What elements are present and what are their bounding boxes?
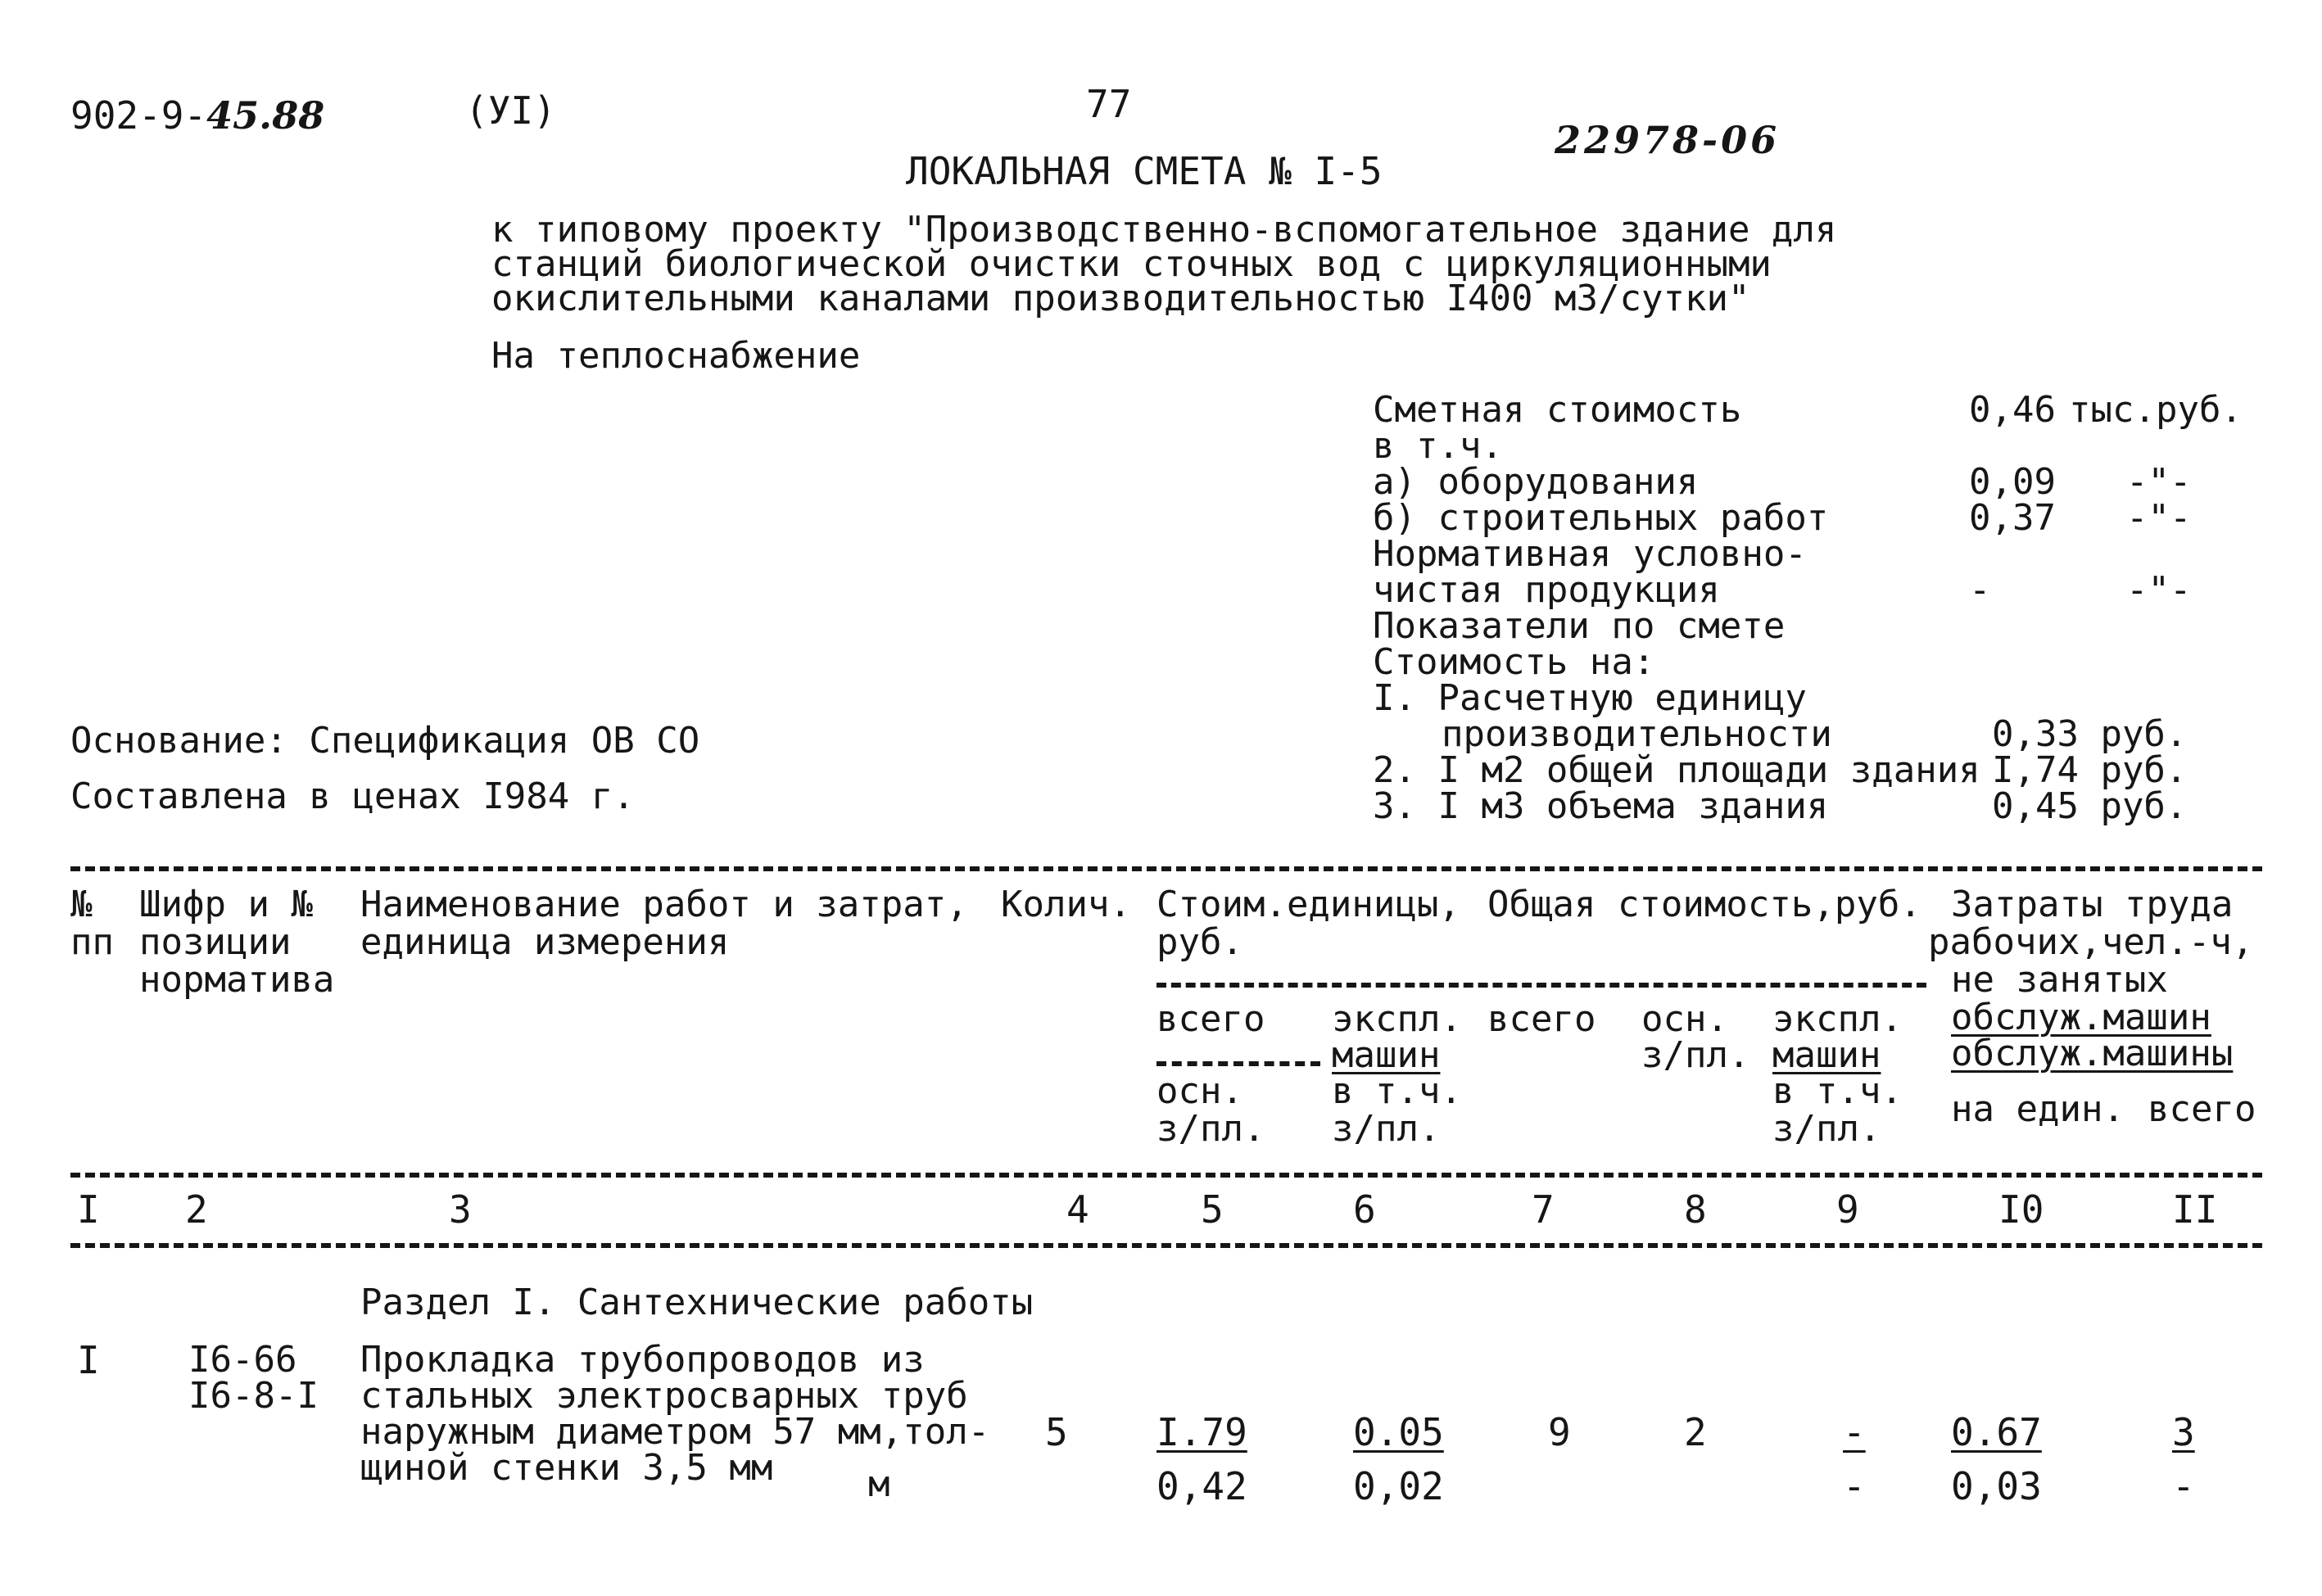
row-labor-total-machine: - <box>2172 1464 2195 1508</box>
header-col5-top: всего <box>1156 998 1265 1040</box>
row-total-cost: 9 <box>1548 1410 1571 1454</box>
row-labor-total: 3 <box>2172 1410 2195 1454</box>
row-code-1: I6-66 <box>188 1339 297 1381</box>
purpose-line: На теплоснабжение <box>491 335 861 377</box>
subtitle-line-1: к типовому проекту "Производственно-вспомогательное здание для <box>491 209 1837 251</box>
row-unit-machine-wage: 0,02 <box>1353 1464 1444 1508</box>
summary-value: 0,09 <box>1969 461 2056 503</box>
indicator-value: I,74 руб. <box>1992 749 2188 791</box>
header-col9-1: экспл. <box>1772 998 1903 1040</box>
colnum-10: I0 <box>1998 1187 2044 1232</box>
project-code-printed: 902-9- <box>70 93 207 138</box>
indicator-value: 0,33 руб. <box>1992 713 2188 755</box>
row-unit: м <box>868 1463 890 1505</box>
row-quantity: 5 <box>1045 1410 1068 1454</box>
row-labor-per-unit-machine: 0,03 <box>1951 1464 2042 1508</box>
colnum-1: I <box>77 1187 100 1232</box>
header-col5-fraction-rule <box>1156 1061 1320 1066</box>
header-col3-line1: Наименование работ и затрат, <box>360 884 968 925</box>
row-total-machine-cost: - <box>1843 1410 1866 1454</box>
page-number: 77 <box>1086 82 1132 126</box>
row-name-line-2: стальных электросварных труб <box>360 1375 968 1417</box>
header-labor-line1: Затраты труда <box>1951 884 2234 925</box>
row-labor-per-unit: 0.67 <box>1951 1410 2042 1454</box>
summary-unit: -"- <box>2126 461 2192 503</box>
header-mid-rule <box>1156 983 1926 988</box>
project-code-handwritten: 45.88 <box>206 93 325 138</box>
project-code <box>70 93 325 138</box>
header-col6-1: экспл. <box>1332 998 1462 1040</box>
colnum-4: 4 <box>1066 1187 1089 1232</box>
summary-value: - <box>1969 569 1991 611</box>
header-col1-line2: пп <box>70 921 114 963</box>
header-labor-line3: не занятых <box>1951 959 2168 1001</box>
table-top-rule <box>70 866 2262 871</box>
header-col9-2: машин <box>1772 1034 1881 1076</box>
summary-label: Сметная стоимость <box>1373 389 1742 431</box>
header-col8-2: з/пл. <box>1641 1034 1750 1076</box>
indicator-label: 2. I м2 общей площади здания <box>1373 749 1980 791</box>
header-labor-line2: рабочих,чел.-ч, <box>1928 921 2254 963</box>
header-col6-2: машин <box>1332 1034 1441 1076</box>
colnum-3: 3 <box>449 1187 472 1232</box>
row-name-line-4: щиной стенки 3,5 мм <box>360 1447 773 1489</box>
header-col9-4: з/пл. <box>1772 1108 1881 1150</box>
header-col1-line1: № <box>70 884 93 925</box>
header-labor-sub-line1: обслуж.машин <box>1951 997 2211 1038</box>
header-bottom-rule <box>70 1173 2262 1178</box>
indicator-label: производительности <box>1442 713 1832 755</box>
subtitle-line-2: станций биологической очистки сточных вод с циркуляционными <box>491 243 1772 285</box>
summary-label: б) строительных работ <box>1373 497 1829 539</box>
header-col2-line1: Шифр и № <box>139 884 313 925</box>
header-col8-1: осн. <box>1641 998 1728 1040</box>
colnum-9: 9 <box>1836 1187 1859 1232</box>
colnum-5: 5 <box>1201 1187 1224 1232</box>
header-col7: всего <box>1487 998 1596 1040</box>
indicator-value: 0,45 руб. <box>1992 785 2188 827</box>
header-labor-sub-line2: обслуж.машины <box>1951 1033 2234 1074</box>
summary-label: а) оборудования <box>1373 461 1699 503</box>
summary-label: Показатели по смете <box>1373 605 1786 647</box>
colnum-bottom-rule <box>70 1243 2262 1248</box>
header-unit-cost-line1: Стоим.единицы, <box>1156 884 1460 925</box>
colnum-7: 7 <box>1532 1187 1555 1232</box>
summary-label: Стоимость на: <box>1373 641 1655 683</box>
row-name-line-1: Прокладка трубопроводов из <box>360 1339 925 1381</box>
header-col2-line2: позиции <box>139 921 292 963</box>
summary-unit: -"- <box>2126 497 2192 539</box>
colnum-11: II <box>2172 1187 2218 1232</box>
volume-label: (УI) <box>465 88 556 133</box>
header-col3-line2: единица измерения <box>360 921 730 963</box>
summary-label: I. Расчетную единицу <box>1373 677 1807 719</box>
summary-unit: тыс.руб. <box>2069 389 2243 431</box>
colnum-6: 6 <box>1353 1187 1376 1232</box>
prices-line: Составлена в ценах I984 г. <box>70 775 635 817</box>
summary-label: чистая продукция <box>1373 569 1720 611</box>
row-code-2: I6-8-I <box>188 1375 319 1417</box>
summary-label: в т.ч. <box>1373 425 1503 467</box>
header-total-cost: Общая стоимость,руб. <box>1487 884 1921 925</box>
summary-value: 0,37 <box>1969 497 2056 539</box>
header-col9-3: в т.ч. <box>1772 1070 1903 1112</box>
colnum-8: 8 <box>1684 1187 1707 1232</box>
section-title: Раздел I. Сантехнические работы <box>360 1282 1034 1323</box>
colnum-2: 2 <box>185 1187 208 1232</box>
row-total-wage: 2 <box>1684 1410 1707 1454</box>
registration-number: 22978-06 <box>1555 118 1781 162</box>
header-col4: Колич. <box>1001 884 1131 925</box>
basis-line: Основание: Спецификация ОВ СО <box>70 720 700 762</box>
document-title: ЛОКАЛЬНАЯ СМЕТА № I-5 <box>906 149 1383 193</box>
row-number: I <box>77 1338 100 1382</box>
header-col5-bottom-2: з/пл. <box>1156 1108 1265 1150</box>
summary-label: Нормативная условно- <box>1373 533 1807 575</box>
row-unit-cost-total: I.79 <box>1156 1410 1247 1454</box>
header-col10: на един. <box>1951 1088 2125 1130</box>
row-name-line-3: наружным диаметром 57 мм,тол- <box>360 1411 990 1453</box>
header-col6-3: в т.ч. <box>1332 1070 1462 1112</box>
row-unit-cost-wage: 0,42 <box>1156 1464 1247 1508</box>
header-col11: всего <box>2148 1088 2256 1130</box>
header-col2-line3: норматива <box>139 959 335 1001</box>
row-unit-machine-cost: 0.05 <box>1353 1410 1444 1454</box>
subtitle-line-3: окислительными каналами производительностью I400 м3/сутки" <box>491 278 1750 319</box>
summary-value: 0,46 <box>1969 389 2056 431</box>
indicator-label: 3. I м3 объема здания <box>1373 785 1829 827</box>
header-col6-4: з/пл. <box>1332 1108 1441 1150</box>
header-col5-bottom-1: осн. <box>1156 1070 1243 1112</box>
summary-unit: -"- <box>2126 569 2192 611</box>
row-total-machine-wage: - <box>1843 1464 1866 1508</box>
header-unit-cost-line2: руб. <box>1156 921 1243 963</box>
